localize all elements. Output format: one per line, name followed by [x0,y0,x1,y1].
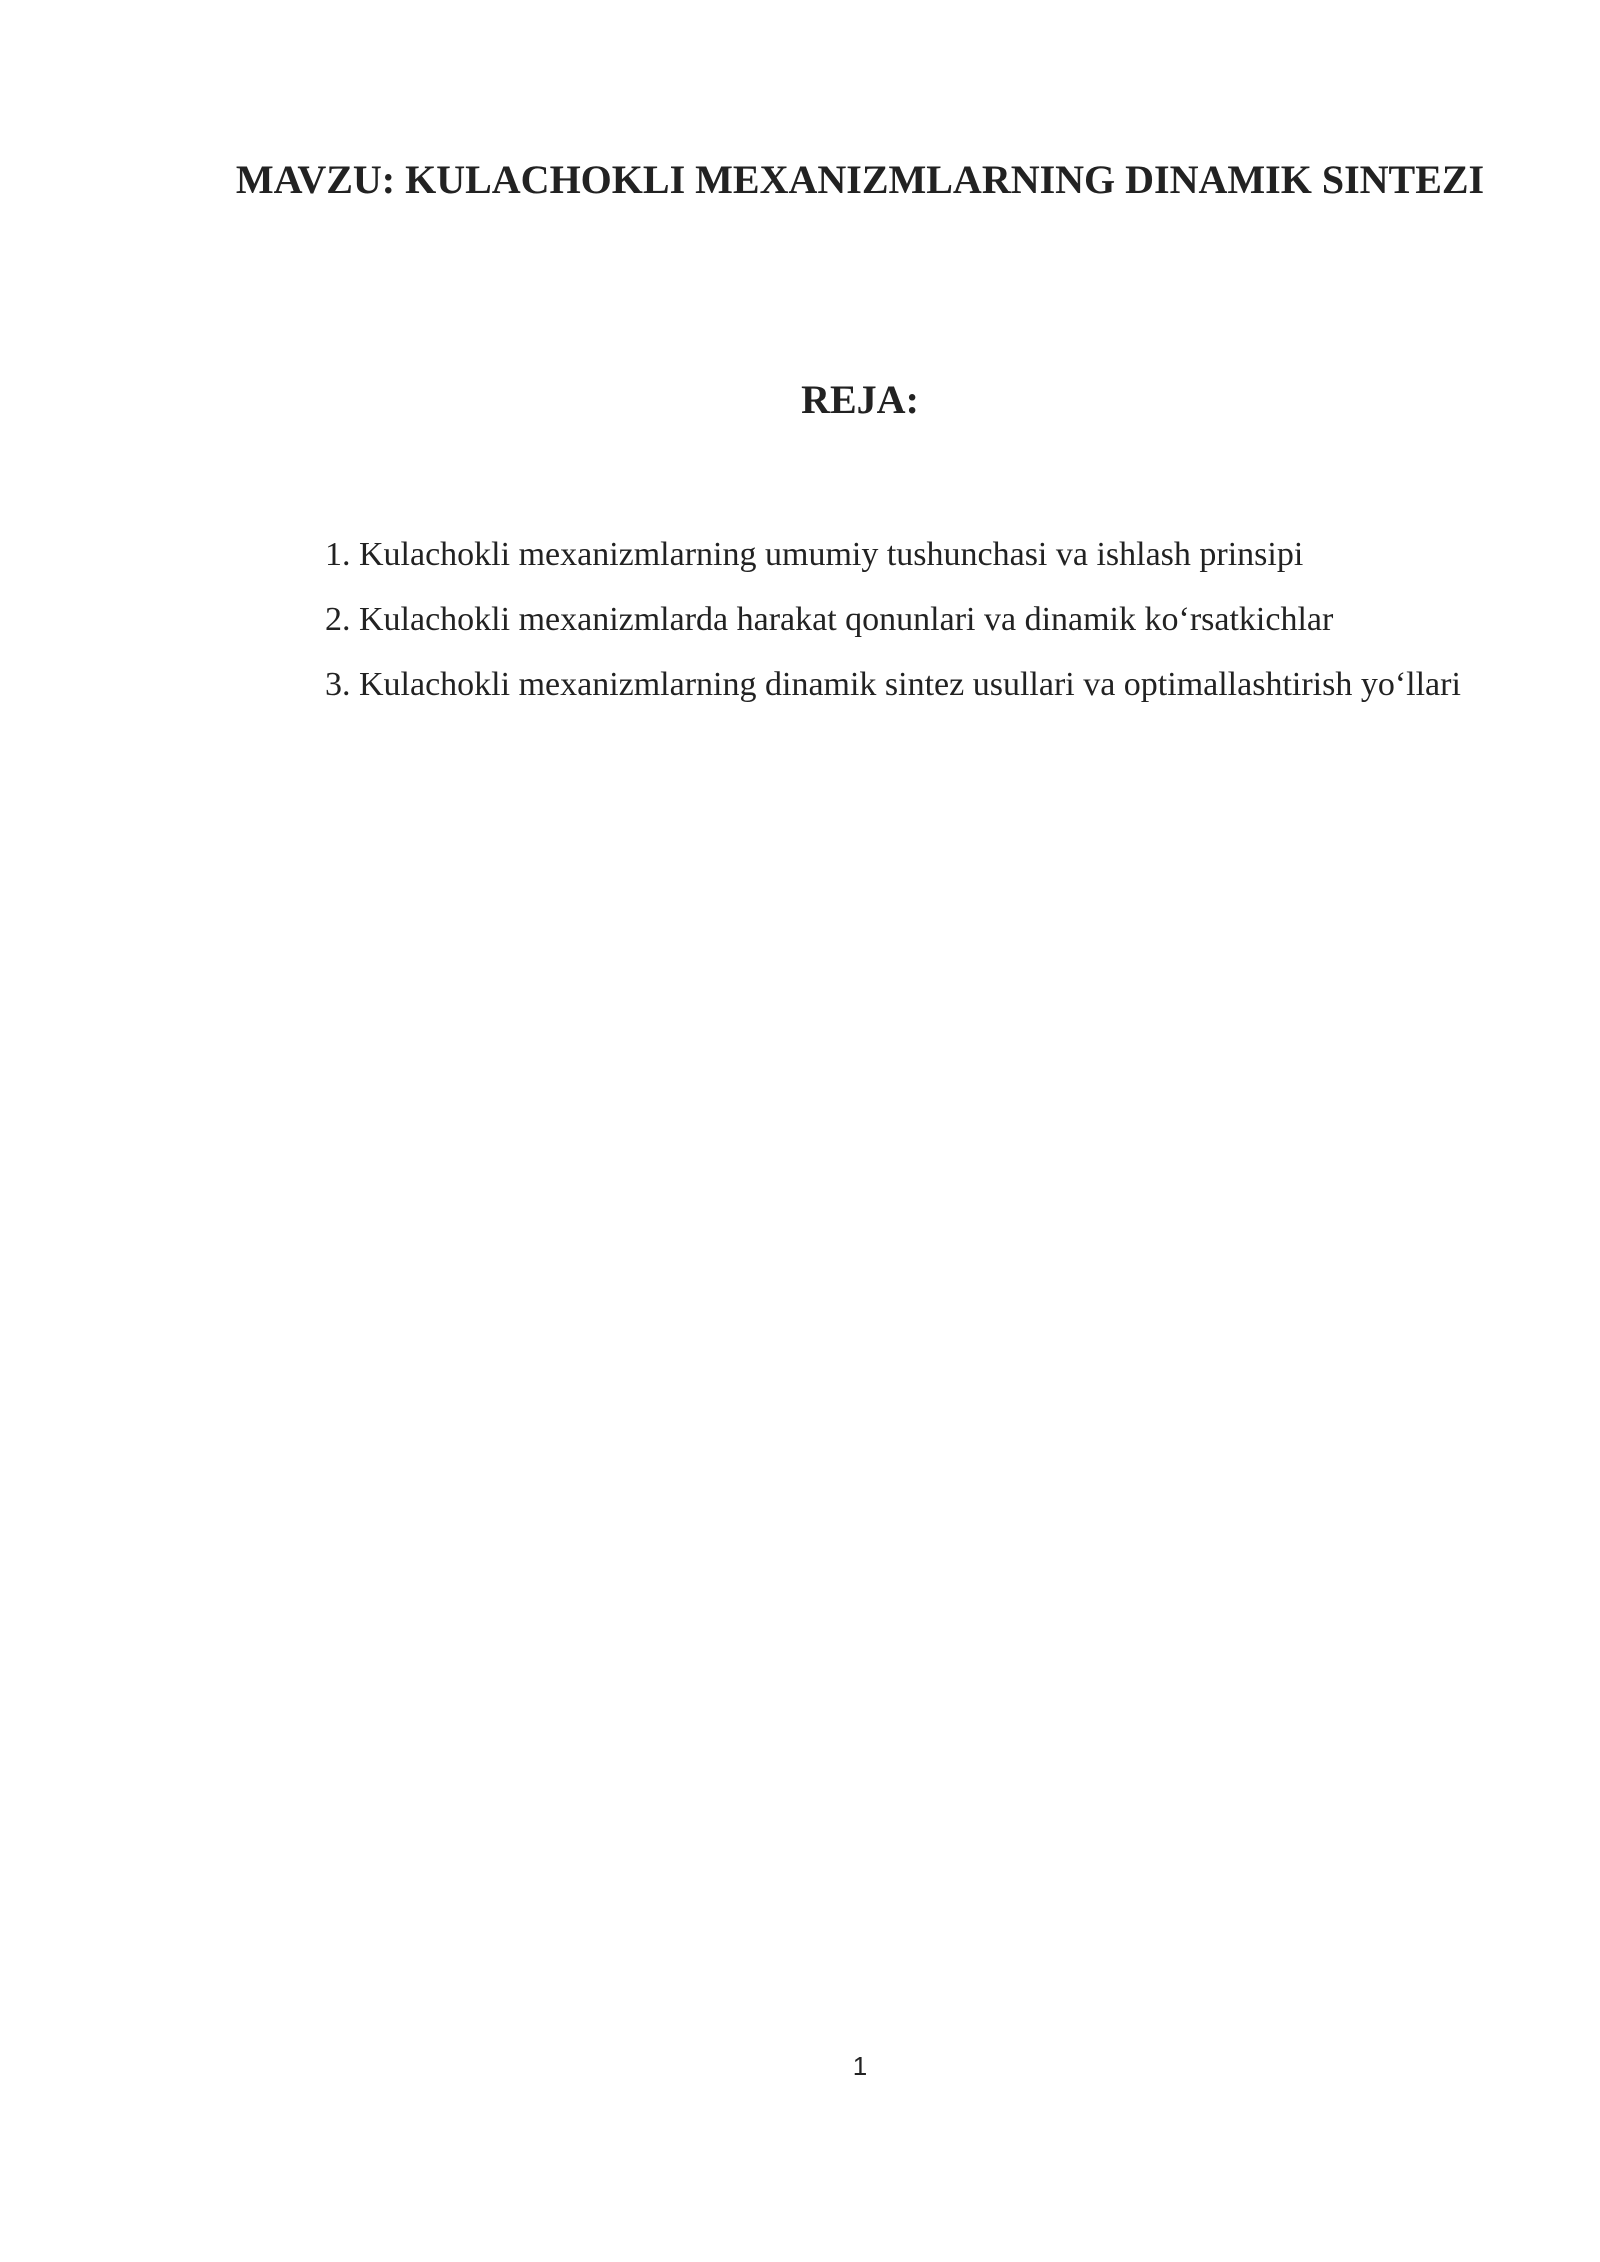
plan-item-3: 3. Kulachokli mexanizmlarning dinamik sintez usullari va optimallashtirish yoʻllari [325,666,1461,703]
page-number: 1 [852,2051,868,2081]
plan-list [230,522,1470,717]
plan-item-1: 1. Kulachokli mexanizmlarning umumiy tushunchasi va ishlash prinsipi [325,536,1304,573]
plan-heading: REJA: [801,377,919,422]
plan-item-2: 2. Kulachokli mexanizmlarda harakat qonunlari va dinamik koʻrsatkichlar [325,601,1334,638]
document-title: MAVZU: KULACHOKLI MEXANIZMLARNING DINAMIK SINTEZI [235,157,1485,202]
